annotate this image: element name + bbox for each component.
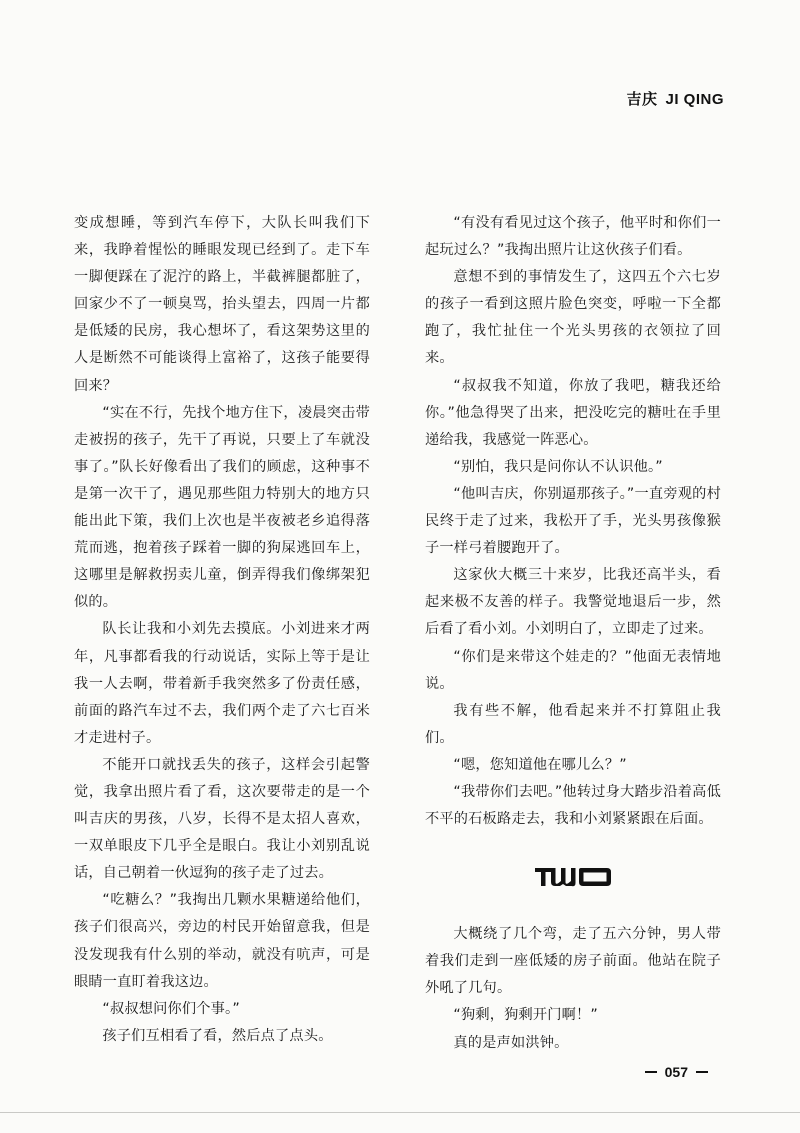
paragraph: 真的是声如洪钟。	[453, 1034, 569, 1051]
paragraph: 不能开口就找丢失的孩子，这样会引起警觉，我拿出照片看了看，这次要带走的是一个叫吉庆的男孩，八岁，长得不是太招人喜欢，一双单眼皮下几乎全是眼白。我让小刘别乱说话，自己朝着一伙逗狗的孩子走了过去。	[74, 756, 370, 882]
paragraph: “叔叔想问你们个事。”	[102, 1000, 240, 1017]
paragraph: “吃糖么？”我掏出几颗水果糖递给他们，孩子们很高兴，旁边的村民开始留意我，但是没发现我有什么别的举动，就没有吭声，可是眼睛一直盯着我这边。	[74, 892, 370, 990]
dash-right	[696, 1071, 708, 1073]
paragraph: 孩子们互相看了看，然后点了点头。	[102, 1027, 333, 1044]
page-number: 057	[664, 1064, 688, 1080]
paragraph: “叔叔我不知道，你放了我吧，糖我还给你。”他急得哭了出来，把没吃完的糖吐在手里递给我，我感觉一阵恶心。	[425, 377, 721, 448]
section-mark-two	[425, 833, 721, 921]
left-column	[74, 210, 370, 1050]
paragraph: 意想不到的事情发生了，这四五个六七岁的孩子一看到这照片脸色突变，呼啦一下全都跑了，我忙扯住一个光头男孩的衣领拉了回来。	[425, 269, 721, 367]
paragraph: 我有些不解，他看起来并不打算阻止我们。	[425, 702, 721, 746]
paragraph: “别怕，我只是问你认不认识他。”	[453, 458, 663, 475]
paragraph: “实在不行，先找个地方住下，凌晨突击带走被拐的孩子，先干了再说，只要上了车就没事了。”队长好像看出了我们的顾虑，这种事不是第一次干了，遇见那些阻力特别大的地方只能出此下策，我们上次也是半夜被老乡追得落荒而逃，抱着孩子踩着一脚的狗屎逃回车上，这哪里是解救拐卖儿童，倒弄得我们像绑架犯似的。	[74, 404, 370, 611]
paragraph: 这家伙大概三十来岁，比我还高半头，看起来极不友善的样子。我警觉地退后一步，然后看了看小刘。小刘明白了，立即走了过来。	[425, 567, 721, 638]
paragraph: “我带你们去吧。”他转过身大踏步沿着高低不平的石板路走去，我和小刘紧紧跟在后面。	[425, 783, 721, 828]
paragraph: “你们是来带这个娃走的？”他面无表情地说。	[425, 648, 721, 692]
paragraph: “嗯，您知道他在哪儿么？”	[453, 756, 627, 773]
paragraph: 队长让我和小刘先去摸底。小刘进来才两年，凡事都看我的行动说话，实际上等于是让我一人去啊，带着新手我突然多了份责任感，前面的路汽车过不去，我们两个走了六七百米才走进村子。	[74, 621, 370, 746]
right-column	[425, 210, 721, 1057]
header-title-latin: JI QING	[665, 91, 724, 108]
paragraph: 大概绕了几个弯，走了五六分钟，男人带着我们走到一座低矮的房子前面。他站在院子外吼了几句。	[425, 926, 721, 997]
paragraph: “有没有看见过这个孩子，他平时和你们一起玩过么？”我掏出照片让这伙孩子们看。	[425, 215, 721, 259]
section-two-logo	[535, 866, 611, 888]
paragraph: “狗剩，狗剩开门啊！”	[453, 1007, 598, 1024]
paragraph: 变成想睡，等到汽车停下，大队长叫我们下来，我睁着惺忪的睡眼发现已经到了。走下车一脚便踩在了泥泞的路上，半截裤腿都脏了，回家少不了一顿臭骂，抬头望去，四周一片都是低矮的民房，我心想坏了，看这架势这里的人是断然不可能谈得上富裕了，这孩子能要得回来？	[74, 215, 370, 394]
page-footer	[645, 1064, 708, 1080]
dash-left	[645, 1071, 657, 1073]
paragraph: “他叫吉庆，你别逼那孩子。”一直旁观的村民终于走了过来，我松开了手，光头男孩像猴子一样弓着腰跑开了。	[425, 485, 721, 557]
running-header	[626, 88, 724, 109]
bottom-rule	[0, 1112, 800, 1113]
header-title-cn: 吉庆	[626, 91, 658, 108]
